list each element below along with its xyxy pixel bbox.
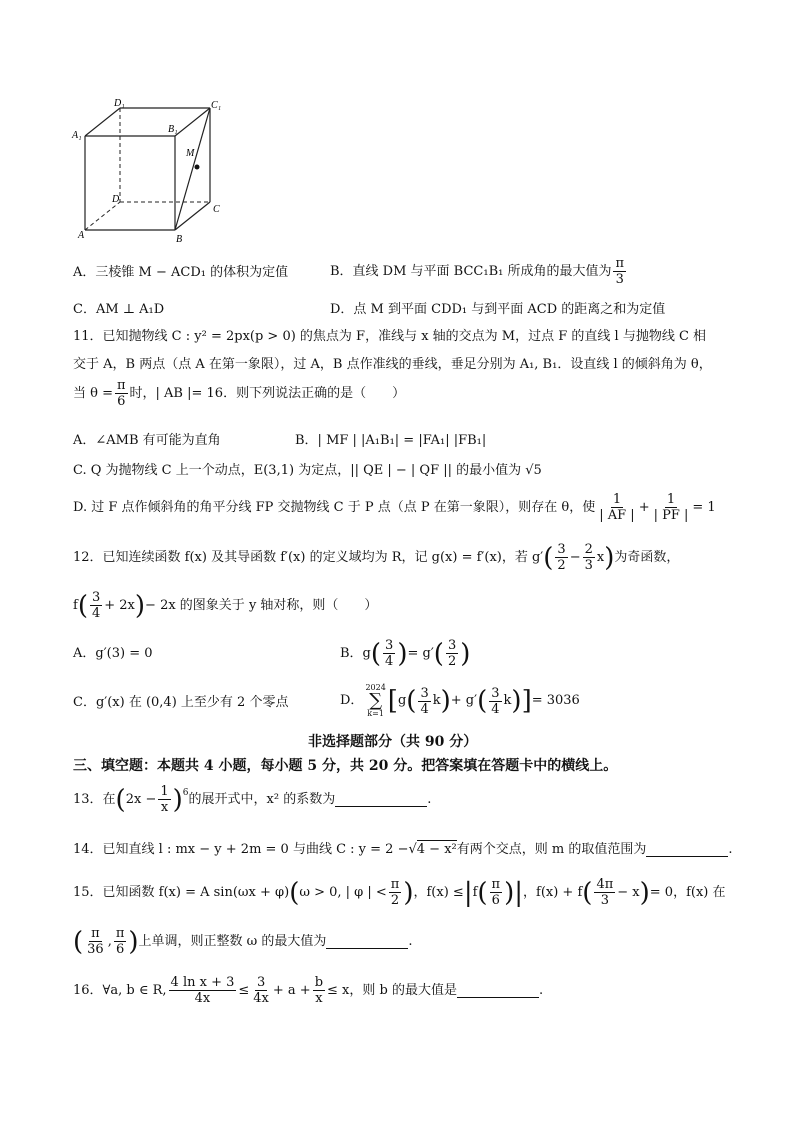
q12-option-b: B．g ( $\frac{3}{4}$ ) = g′ ( $\frac{3}{2}$ ) [340,638,471,669]
label-C: C [213,204,220,215]
q16-fraction-2 [251,975,271,1006]
fraction-num: 3 [491,685,500,701]
q13-expr: 2x − [125,791,157,807]
q15-f: f [472,884,478,900]
q12-line-2-mid: + 2x [104,597,135,613]
fraction-den: 3 [615,272,624,287]
fraction-den: 4x [253,991,269,1006]
q11-option-c [73,462,542,480]
fraction-num: π [491,877,501,892]
q11-option-d-fraction-2 [652,492,691,523]
q12-line-2-post: − 2x 的图象关于 y 轴对称，则（ ） [145,597,378,613]
q15-end: . [408,933,413,949]
q14-pre: 14．已知直线 l : mx − y + 2m = 0 与曲线 C : y = 2 − [73,841,409,857]
fraction-den: 6 [491,893,500,908]
q12-option-d-k: k [432,693,441,708]
q12-option-c: C．g′(x) 在 (0,4) 上至少有 2 个零点 [73,695,289,710]
q11-theta-fraction [115,378,128,409]
fraction-den: 36 [87,942,104,957]
fraction-den: 2 [447,654,457,669]
q10-option-b-text: B．直线 DM 与平面 BCC₁B₁ 所成角的最大值为 [330,263,612,279]
q11-option-c-value: √5 [525,463,542,478]
fraction-num: 3 [385,638,394,653]
label-A1: A₁ [72,130,82,141]
q12-line-1: 12．已知连续函数 f(x) 及其导函数 f′(x) 的定义域均为 R，记 g(x) = f′(x)，若 g′ ( $\frac{3}{2}$ − $\frac{2}{3}$ x ) 为奇函数， [73,542,680,573]
fraction-num: 1 [612,492,622,507]
point-M [195,165,200,170]
q12-option-d-pre: D． [340,693,364,708]
section-title: 非选择题部分（共 90 分） [308,734,478,750]
q10-option-b [330,256,628,287]
fraction-den: 4 [385,654,394,669]
q11-line-2: 交于 A，B 两点（点 A 在第一象限），过 A，B 点作准线的垂线，垂足分别为 A₁, B₁．设直线 l 的倾斜角为 θ， [73,357,712,372]
q13-exponent: 6 [182,788,189,798]
fraction-den: 2 [557,558,566,573]
q15-pre: 15．已知函数 f(x) = A sin(ωx + φ) [73,884,290,900]
q15-answer-blank[interactable] [326,934,408,949]
q13-fraction [158,784,170,815]
q15-f-fraction [490,877,503,908]
q15-mid-3: = 0，f(x) 在 [649,884,726,900]
fraction-den: x [315,991,323,1006]
fraction-num: π [615,256,625,271]
fraction-num: 2 [584,542,593,557]
q12-option-d-fraction-1 [418,686,430,717]
q11-option-d: D. 过 F 点作倾斜角的角平分线 FP 交抛物线 C 于 P 点（点 P 在第一象限），则存在 θ，使 $\frac{1}{| AF |}$ + $\frac{1}{| PF |}$ = 1 [73,492,716,523]
fraction-num: 1 [666,492,676,507]
label-A: A [78,230,85,241]
q16-pre: 16．∀a, b ∈ R, [73,982,167,998]
fraction-den: | PF | [653,508,689,523]
q16-answer-blank[interactable] [457,983,539,998]
q13-end: . [427,791,432,807]
fraction-den: 6 [115,942,125,957]
q14-sqrt-radicand: 4 − x² [416,842,457,857]
q15-interval-fraction-2 [114,926,127,957]
fraction-den: 3 [600,893,609,908]
fraction-den: 4 [491,701,500,717]
q16-fraction-3 [313,975,325,1006]
q14-answer-blank[interactable] [646,842,728,857]
q11-option-d-text: D. 过 F 点作倾斜角的角平分线 FP 交抛物线 C 于 P 点（点 P 在第一象限），则存在 θ，使 [73,499,596,515]
sigma-glyph: ∑ [369,690,383,711]
q10-option-c: C．AM ⊥ A₁D [73,302,165,317]
q15-mid-2: ，f(x) + f [523,884,583,900]
label-B: B [176,234,183,245]
fraction-den: 4 [420,701,429,717]
q14-post: 有两个交点，则 m 的取值范围为 [456,841,647,857]
fraction-num: 3 [557,542,566,557]
label-D: D [112,194,120,205]
q12-line-1-pre: 12．已知连续函数 f(x) 及其导函数 f′(x) 的定义域均为 R，记 g(x) = f′(x)，若 g′ [73,549,544,565]
q12-option-d-plus: + g′ [450,693,478,708]
diagonal-B-C1 [175,108,210,230]
label-C1: C₁ [211,100,222,111]
q12-option-d: D． 2024 ∑ k=1 [ g ( $\frac{3}{4}$ k ) + g′ ( $\frac{3}{4}$ k ) ] = 3036 [340,683,580,718]
q12-line-2: f ( $\frac{3}{4}$ + 2x ) − 2x 的图象关于 y 轴对称，则（ ） [73,590,378,621]
q14: 14．已知直线 l : mx − y + 2m = 0 与曲线 C : y = 2 − √ 4 − x² 有两个交点，则 m 的取值范围为 . [73,841,733,857]
edge-A-D [85,202,120,230]
q11-line-3-pre: 当 θ = [73,385,113,401]
fraction-num: 3 [447,638,457,653]
fraction-num: 1 [160,784,169,799]
q12-fraction-a [555,542,567,573]
q15-interval-fraction-1 [85,926,106,957]
q12-option-a: A．g′(3) = 0 [73,646,153,661]
fraction-den: | AF | [599,508,635,523]
cube-figure [70,98,240,248]
fraction-num: π [91,926,100,941]
q10-option-a: A．三棱锥 M − ACD₁ 的体积为定值 [73,265,289,280]
q13: 13．在 ( 2x − $\frac{1}{x}$ ) 6 的展开式中，x² 的系数为 . [73,784,432,815]
q15-g-post: − x [617,884,640,900]
q11-option-d-fraction-1 [597,492,636,523]
q13-pre: 13．在 [73,791,116,807]
q16-mid: + a + [272,982,311,998]
q16-fraction-1 [169,975,237,1006]
q12-option-d-fraction-2 [489,686,501,717]
q16-le-1: ≤ [238,982,250,998]
fraction-num: π [116,378,126,393]
q12-line-1-tail: 为奇函数， [614,549,680,565]
summation-symbol [365,684,385,718]
q15-line-2: ( $\frac{\pi}{36}$ , $\frac{\pi}{6}$ ) 上单调，则正整数 ω 的最大值为 . [73,926,413,957]
label-M: M [186,148,195,159]
fraction-num: 3 [256,975,266,990]
q12-fraction-b [583,542,595,573]
fraction-den: 6 [117,394,126,409]
q12-option-b-pre: B．g [340,645,371,661]
q16 [73,975,543,1006]
sum-upper: 2024 [365,683,386,692]
fraction-den: x [160,800,169,815]
q10-option-b-fraction [613,256,626,287]
q16-end: . [538,982,544,998]
q12-minus: − [569,549,581,565]
q11-line-3 [73,378,405,409]
q12-x: x [596,549,605,565]
fraction-den: 2 [390,893,400,908]
q12-option-d-post: = 3036 [531,693,580,708]
fraction-num: b [314,975,324,990]
label-B1: B₁ [168,124,178,135]
q12-line-2-fraction [90,590,102,621]
fraction-den: 4x [194,991,211,1006]
fraction-den: 3 [584,558,593,573]
fraction-num: π [115,926,125,941]
q10-option-d: D．点 M 到平面 CDD₁ 与到平面 ACD 的距离之和为定值 [330,302,666,317]
q11-option-c-text: C. Q 为抛物线 C 上一个动点，E(3,1) 为定点，|| QE | − | QF || 的最小值为 [73,463,522,478]
q15-line-1: 15．已知函数 f(x) = A sin(ωx + φ) ( ω > 0, | φ | < $\frac{\pi}{2}$ ) ，f(x) ≤ | f ( $\frac{\pi}{6}$ ) | ，f(x) + f ( $\frac{4\pi}{3}$ − x ) = 0，f(x) 在 [73,877,726,908]
q11-line-3-post: 时，| AB |= 16．则下列说法正确的是（ ） [129,385,406,401]
q13-answer-blank[interactable] [335,792,427,807]
q15-condition: ω > 0, | φ | < [299,884,387,900]
q12-option-b-fraction-1 [383,638,395,669]
q14-end: . [728,841,733,857]
q15-condition-fraction [389,877,402,908]
q12-option-b-mid: = g′ [407,645,434,661]
q16-le-2: ≤ x，则 b 的最大值是 [327,982,457,998]
q15-interval-comma: , [107,933,112,949]
q15-mid-1: ，f(x) ≤ [413,884,464,900]
section-three-heading: 三、填空题：本题共 4 小题，每小题 5 分，共 20 分。把答案填在答题卡中的横线上。 [73,758,618,774]
q15-line-2-post: 上单调，则正整数 ω 的最大值为 [138,933,327,949]
q11-option-a: A．∠AMB 有可能为直角 [73,433,221,448]
edge-A1-D1 [85,108,120,136]
q12-option-d-k-2: k [503,693,512,708]
q13-post: 的展开式中，x² 的系数为 [188,791,336,807]
q12-option-d-g: g [397,693,407,708]
sum-lower: k=1 [367,709,384,718]
label-D1: D₁ [114,98,125,109]
q11-option-b: B．| MF | |A₁B₁| = |FA₁| |FB₁| [295,433,487,448]
fraction-num: π [390,877,400,892]
q15-g-fraction [594,877,615,908]
fraction-num: 4 ln x + 3 [170,975,235,990]
fraction-num: 4π [596,877,614,892]
fraction-num: 3 [91,590,101,605]
fraction-den: 4 [91,606,101,621]
q11-line-1: 11．已知抛物线 C : y² = 2px(p > 0) 的焦点为 F，准线与 x 轴的交点为 M，过点 F 的直线 l 与抛物线 C 相 [73,329,707,344]
fraction-num: 3 [420,685,429,701]
edge-B1-C1 [175,108,210,136]
q11-option-d-post: = 1 [692,499,716,515]
q12-line-2-pre: f [73,597,78,613]
edge-B-C [175,202,210,230]
q12-option-b-fraction-2 [446,638,458,669]
